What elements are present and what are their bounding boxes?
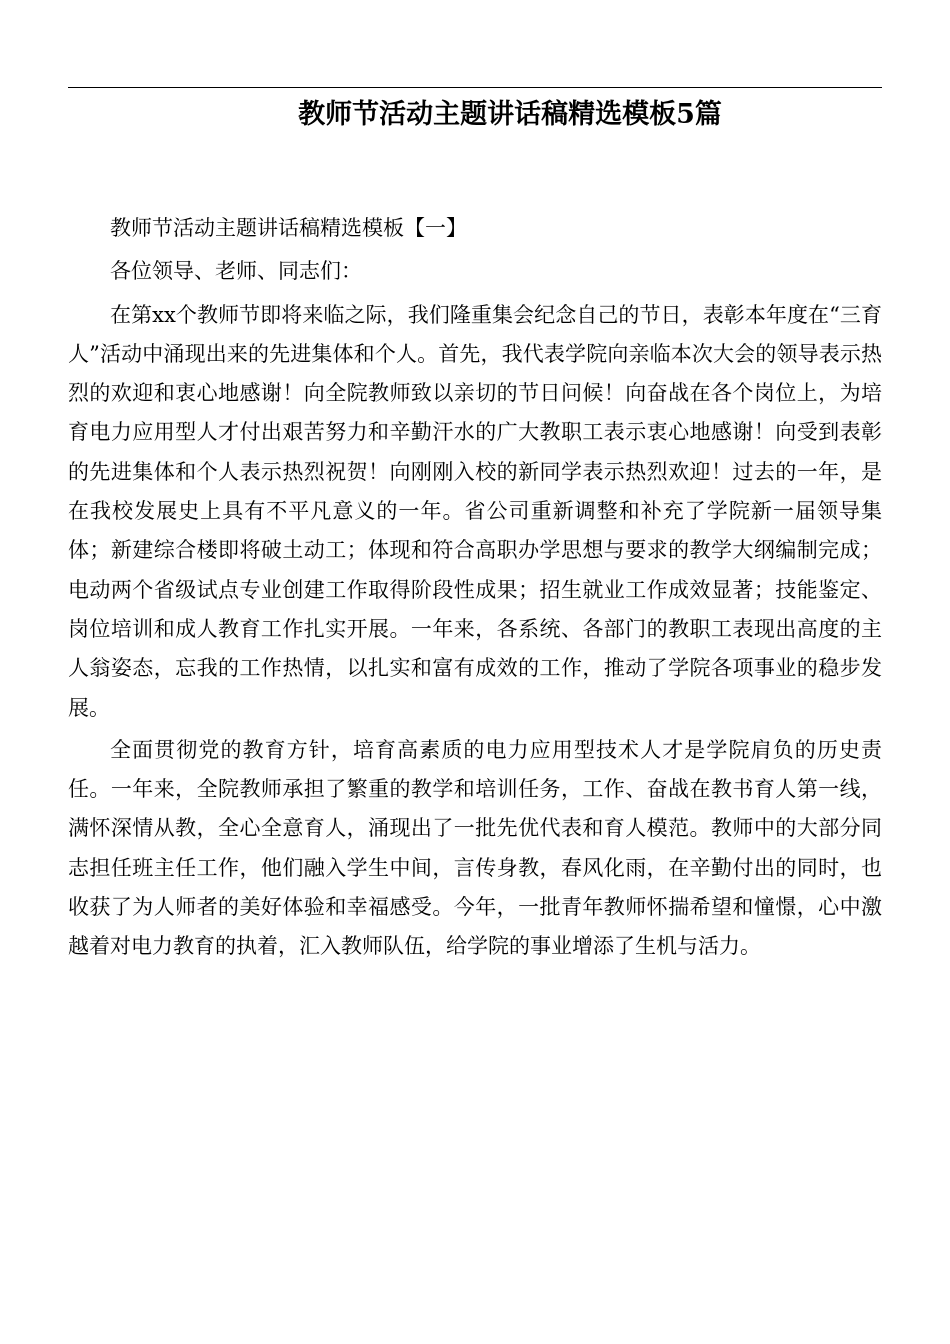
body-paragraph-1: 在第xx个教师节即将来临之际，我们隆重集会纪念自己的节日，表彰本年度在“三育人”活动中涌现出来的先进集体和个人。首先，我代表学院向亲临本次大会的领导表示热烈的欢迎和衷心地感谢！向全院教师致以亲切的节日问候！向奋战在各个岗位上，为培育电力应用型人才付出艰苦努力和辛勤汗水的广大教职工表示衷心地感谢！向受到表彰的先进集体和个人表示热烈祝贺！向刚刚入校的新同学表示热烈欢迎！过去的一年，是在我校发展史上具有不平凡意义的一年。省公司重新调整和补充了学院新一届领导集体；新建综合楼即将破土动工；体现和符合高职办学思想与要求的教学大纲编制完成；电动两个省级试点专业创建工作取得阶段性成果；招生就业工作成效显著；技能鉴定、岗位培训和成人教育工作扎实开展。一年来，各系统、各部门的教职工表现出高度的主人翁姿态，忘我的工作热情，以扎实和富有成效的工作，推动了学院各项事业的稳步发展。 [68,302,882,720]
salutation: 各位领导、老师、同志们： [110,259,362,284]
body-paragraph-2: 全面贯彻党的教育方针，培育高素质的电力应用型技术人才是学院肩负的历史责任。一年来，全院教师承担了繁重的教学和培训任务，工作、奋战在教书育人第一线，满怀深情从教，全心全意育人，涌现出了一批先优代表和育人模范。教师中的大部分同志担任班主任工作，他们融入学生中间，言传身教，春风化雨，在辛勤付出的同时，也收获了为人师者的美好体验和幸福感受。今年，一批青年教师怀揣希望和憧憬，心中激越着对电力教育的执着，汇入教师队伍，给学院的事业增添了生机与活力。 [68,737,882,959]
document-title: 教师节活动主题讲话稿精选模板5篇 [298,99,722,130]
section-heading: 教师节活动主题讲话稿精选模板【一】 [110,216,467,240]
header-rule [68,87,882,88]
document-body [68,209,882,967]
